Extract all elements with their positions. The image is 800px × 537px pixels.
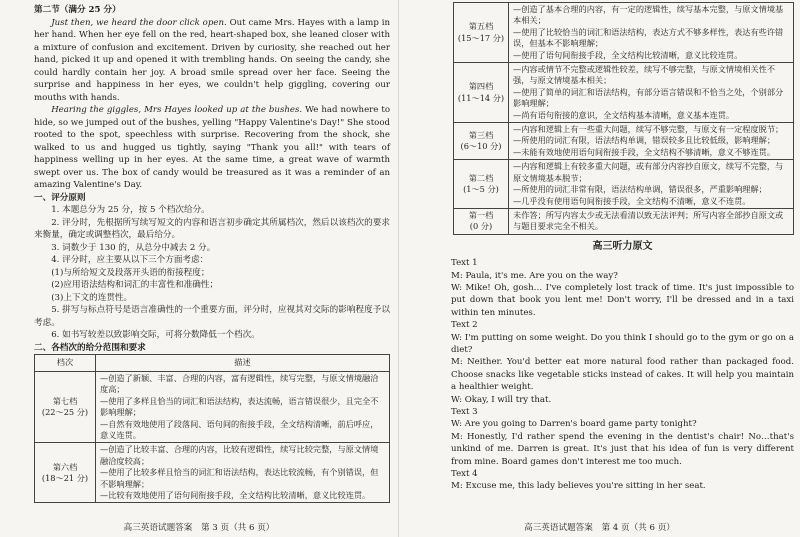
table-row: [35, 372, 390, 443]
grade-name: 第四档: [468, 81, 494, 92]
right-page: [399, 0, 800, 537]
grade-cell: [35, 372, 96, 443]
grade-name: 第三档: [468, 129, 494, 140]
grade-cell: [454, 208, 509, 234]
grade-name: 第七档: [52, 395, 78, 406]
description-line: —使用了多样且恰当的词汇和语法结构，表达流畅，语言错误很少，且完全不影响理解；: [100, 395, 379, 418]
grade-name: 第五档: [468, 21, 494, 32]
description-line: —所使用的词汇有限，语法结构单调，错误较多且比较低级，影响理解；: [513, 135, 776, 146]
rule-item: 6. 如书写较差以致影响交际，可将分数降低一个档次。: [51, 330, 260, 340]
page-footer: 高三英语试题答案 第 4 页（共 6 页）: [524, 523, 675, 533]
speaker: M: [451, 357, 460, 368]
rule-item: 1. 本题总分为 25 分，按 5 个档次给分。: [51, 205, 210, 215]
description-line: —使用了语句间衔接手段，全文结构比较清晰，意义比较连贯。: [513, 49, 743, 60]
continuation-paragraph-1: [34, 17, 390, 105]
grade-range: (1～5 分): [463, 184, 499, 195]
paragraph-body: We had nowhere to hide, so we jumped out of the bushes, yelling "Happy Valentine's Day!" She stood rooted to the spot, speechless with surprise. Recovering from the shock, she walked to us and hugged us tightly, saying "Thank you all!" with tears of happiness welling up in her eyes. At the same time, a great wave of warmth swept over us. The box of candy would be treasured as it was a reminder of an amazing Valentine's Day.: [34, 105, 390, 190]
rule-item: 2. 评分时，先根据所写续写短文的内容和语言初步确定其所属档次，然后以该档次的要求来衡量，确定或调整档次，最后给分。: [34, 217, 390, 240]
rule-item: (3)上下文的连贯性。: [51, 292, 133, 303]
description-cell: [509, 3, 794, 63]
speaker: W: [451, 419, 460, 430]
description-line: —自然有效地使用了段落间、语句间的衔接手段，全文结构清晰，前后呼应，意义连贯。: [100, 418, 379, 441]
dialogue-line: M: Paula, it's me. Are you on the way?: [451, 270, 618, 281]
description-line: —几乎没有使用语句间衔接手段，全文结构不清晰，意义不连贯。: [513, 195, 751, 206]
table-header-row: [35, 355, 390, 372]
table-row: [35, 443, 390, 503]
table-row: [454, 123, 794, 160]
text-label: Text 2: [451, 320, 478, 331]
grade-range: (22～25 分): [41, 407, 89, 418]
continuation-paragraph-2: [34, 104, 390, 192]
grade-cell: [35, 443, 96, 503]
description-line: —比较有效地使用了语句间衔接手段，全文结构比较清晰，意义比较连贯。: [100, 490, 371, 501]
description-line: —创造了基本合理的内容，有一定的逻辑性，续写基本完整，与原文情境基本相关；: [513, 4, 784, 26]
speaker: M: [451, 431, 460, 442]
dialogue-line: W: Are you going to Darren's board game party tonight?: [451, 419, 697, 430]
paragraph-lead: Hearing the giggles, Mrs Hayes looked up at the bushes.: [51, 105, 303, 115]
utterance: Honestly, I'd rather spend the evening in the dentist's chair! No…that's unkind of me. Darren is great. It's just that his idea of fun is very different from mine. Board games don't interest me too much.: [451, 431, 794, 467]
description-line: —所使用的词汇非常有限，语法结构单调，错误很多，严重影响理解；: [513, 184, 767, 195]
dialogue-line: M: Honestly, I'd rather spend the evening in the dentist's chair! No…that's unkind of me. Darren is great. It's just that his idea of fun is very different from mine. Board games don't interest me too much.: [451, 431, 794, 467]
text-label: Text 1: [451, 258, 478, 269]
grade-name: 第一档: [468, 209, 494, 220]
speaker: M: [451, 481, 460, 492]
description-line: —尚有语句衔接的意识，全文结构基本清晰，意义基本连贯。: [513, 109, 735, 120]
speaker: W: [451, 394, 460, 405]
paragraph-body: Out came Mrs. Hayes with a lamp in her hand. When her eye fell on the red, heart-shaped box, she leaned closer with a mixture of confusion and excitement. Driven by curiosity, she reached out her hand, picked it up and opened it with trembling hands. On seeing the candy, she could hardly contain her joy. A broad smile spread over her face. Seeing the surprise and happiness in her eyes, we couldn't help giggling, covering our mouths with hands.: [34, 17, 390, 103]
text-label: Text 4: [451, 469, 478, 480]
grade-range: (11～14 分): [457, 92, 505, 103]
description-line: —内容和逻辑上有一些重大问题，续写不够完整，与原文有一定程度脱节；: [513, 124, 784, 135]
left-column: [0, 0, 398, 503]
description-cell: [509, 160, 794, 209]
section-heading: 第二节（满分 25 分）: [34, 5, 121, 15]
description-line: —使用了比较恰当的词汇和语法结构，表达方式不够多样性，表达有些许错误，但基本不影响理解；: [513, 26, 784, 49]
dialogue-line: W: Okay, I will try that.: [451, 394, 552, 405]
description-line: —内容和逻辑上有较多重大问题，或有部分内容抄自原文，续写不完整，与原文情境基本脱节；: [513, 161, 784, 183]
rule-item: 5. 拼写与标点符号是语言准确性的一个重要方面，评分时，应视其对交际的影响程度予以考虑。: [34, 305, 390, 328]
description-cell: [96, 372, 390, 443]
utterance: Excuse me, this lady believes you're sitting in her seat.: [465, 481, 706, 492]
utterance: Okay, I will try that.: [464, 394, 552, 405]
description-cell: [509, 208, 794, 234]
column-header-grade: 档次: [35, 355, 96, 372]
dialogue-line: W: Mike! Oh, gosh… I've completely lost track of time. It's just impossible to put down that book you lent me! Don't worry, I'll be dressed and in a taxi within ten minutes.: [451, 282, 794, 318]
left-page: [0, 0, 399, 537]
speaker: W: [451, 282, 460, 293]
table-row: [454, 208, 794, 234]
listening-transcript: [399, 241, 800, 493]
table-row: [454, 160, 794, 209]
table-row: [454, 3, 794, 63]
grading-table-left: [34, 354, 390, 503]
utterance: Paula, it's me. Are you on the way?: [465, 270, 618, 281]
description-line: —内容或情节不完整或逻辑性较差，续写不够完整，与原文情境相关性不强，与原文情境基本相关；: [513, 64, 776, 86]
utterance: Are you going to Darren's board game party tonight?: [464, 419, 697, 430]
description-cell: [509, 63, 794, 123]
description-line: —使用了简单的词汇和语法结构，有部分语言错误和不恰当之处，个别部分影响理解；: [513, 86, 784, 109]
description-cell: [509, 123, 794, 160]
speaker: M: [451, 270, 460, 281]
grade-range: (0 分): [469, 221, 493, 232]
table-row: [454, 63, 794, 123]
column-header-description: 描述: [96, 355, 390, 372]
description-line: —创造了新颖、丰富、合理的内容，富有逻辑性，续写完整，与原文情境融洽度高；: [100, 373, 379, 395]
description-cell: [96, 443, 390, 503]
dialogue-line: M: Excuse me, this lady believes you're sitting in her seat.: [451, 481, 706, 492]
grade-range: (18～21 分): [41, 472, 89, 483]
paragraph-lead: Just then, we heard the door click open.: [51, 17, 227, 28]
description-line: —未能有效地使用语句间衔接手段，全文结构不够清晰，意义不够连贯。: [513, 146, 776, 157]
speaker: W: [451, 332, 460, 343]
utterance: I'm putting on some weight. Do you think I should go to the gym or go on a diet?: [451, 332, 794, 355]
grade-name: 第六档: [52, 461, 78, 472]
dialogue-line: M: Neither. You'd better eat more natural food rather than packaged food. Choose snacks like vegetable sticks instead of cakes. It will help you maintain a healthier weight.: [451, 357, 794, 393]
page-footer: 高三英语试题答案 第 3 页（共 6 页）: [123, 523, 275, 533]
grade-range: (6～10 分): [460, 141, 502, 152]
grade-range: (15～17 分): [457, 32, 505, 43]
description-line: 未作答；所写内容太少或无法看清以致无法评判；所写内容全部抄自原文或与题目要求完全不相关。: [513, 209, 784, 232]
grade-cell: [454, 63, 509, 123]
description-line: —使用了比较多样且恰当的词汇和语法结构，表达比较流畅，有个别错误，但不影响理解；: [100, 467, 379, 489]
rule-item: 3. 词数少于 130 的，从总分中减去 2 分。: [51, 242, 216, 253]
text-label: Text 3: [451, 407, 478, 417]
rule-item: (2)应用语法结构和词汇的丰富性和准确性；: [51, 280, 219, 290]
rule-item: 4. 评分时，应主要从以下三个方面考虑：: [51, 255, 209, 265]
grading-table-right: [453, 2, 794, 235]
utterance: Mike! Oh, gosh… I've completely lost track of time. It's just impossible to put down that book you lent me! Don't worry, I'll be dressed and in a taxi within ten minutes.: [451, 282, 794, 318]
utterance: Neither. You'd better eat more natural food rather than packaged food. Choose snacks like vegetable sticks instead of cakes. It will help you maintain a healthier weight.: [451, 357, 794, 393]
rules-list: [34, 204, 390, 342]
description-line: —创造了比较丰富、合理的内容，比较有逻辑性，续写比较完整，与原文情境融洽度较高；: [100, 444, 379, 466]
listening-title: 高三听力原文: [592, 240, 653, 252]
grade-cell: [454, 3, 509, 63]
grade-cell: [454, 123, 509, 160]
principles-heading: 一、评分原则: [34, 192, 86, 203]
rule-item: (1)与所给短文及段落开头语的衔接程度；: [51, 267, 210, 278]
requirements-heading: 二、各档次的给分范围和要求: [34, 342, 146, 353]
grade-name: 第二档: [468, 172, 494, 183]
dialogue-line: W: I'm putting on some weight. Do you think I should go to the gym or go on a diet?: [451, 332, 794, 355]
grade-cell: [454, 160, 509, 209]
